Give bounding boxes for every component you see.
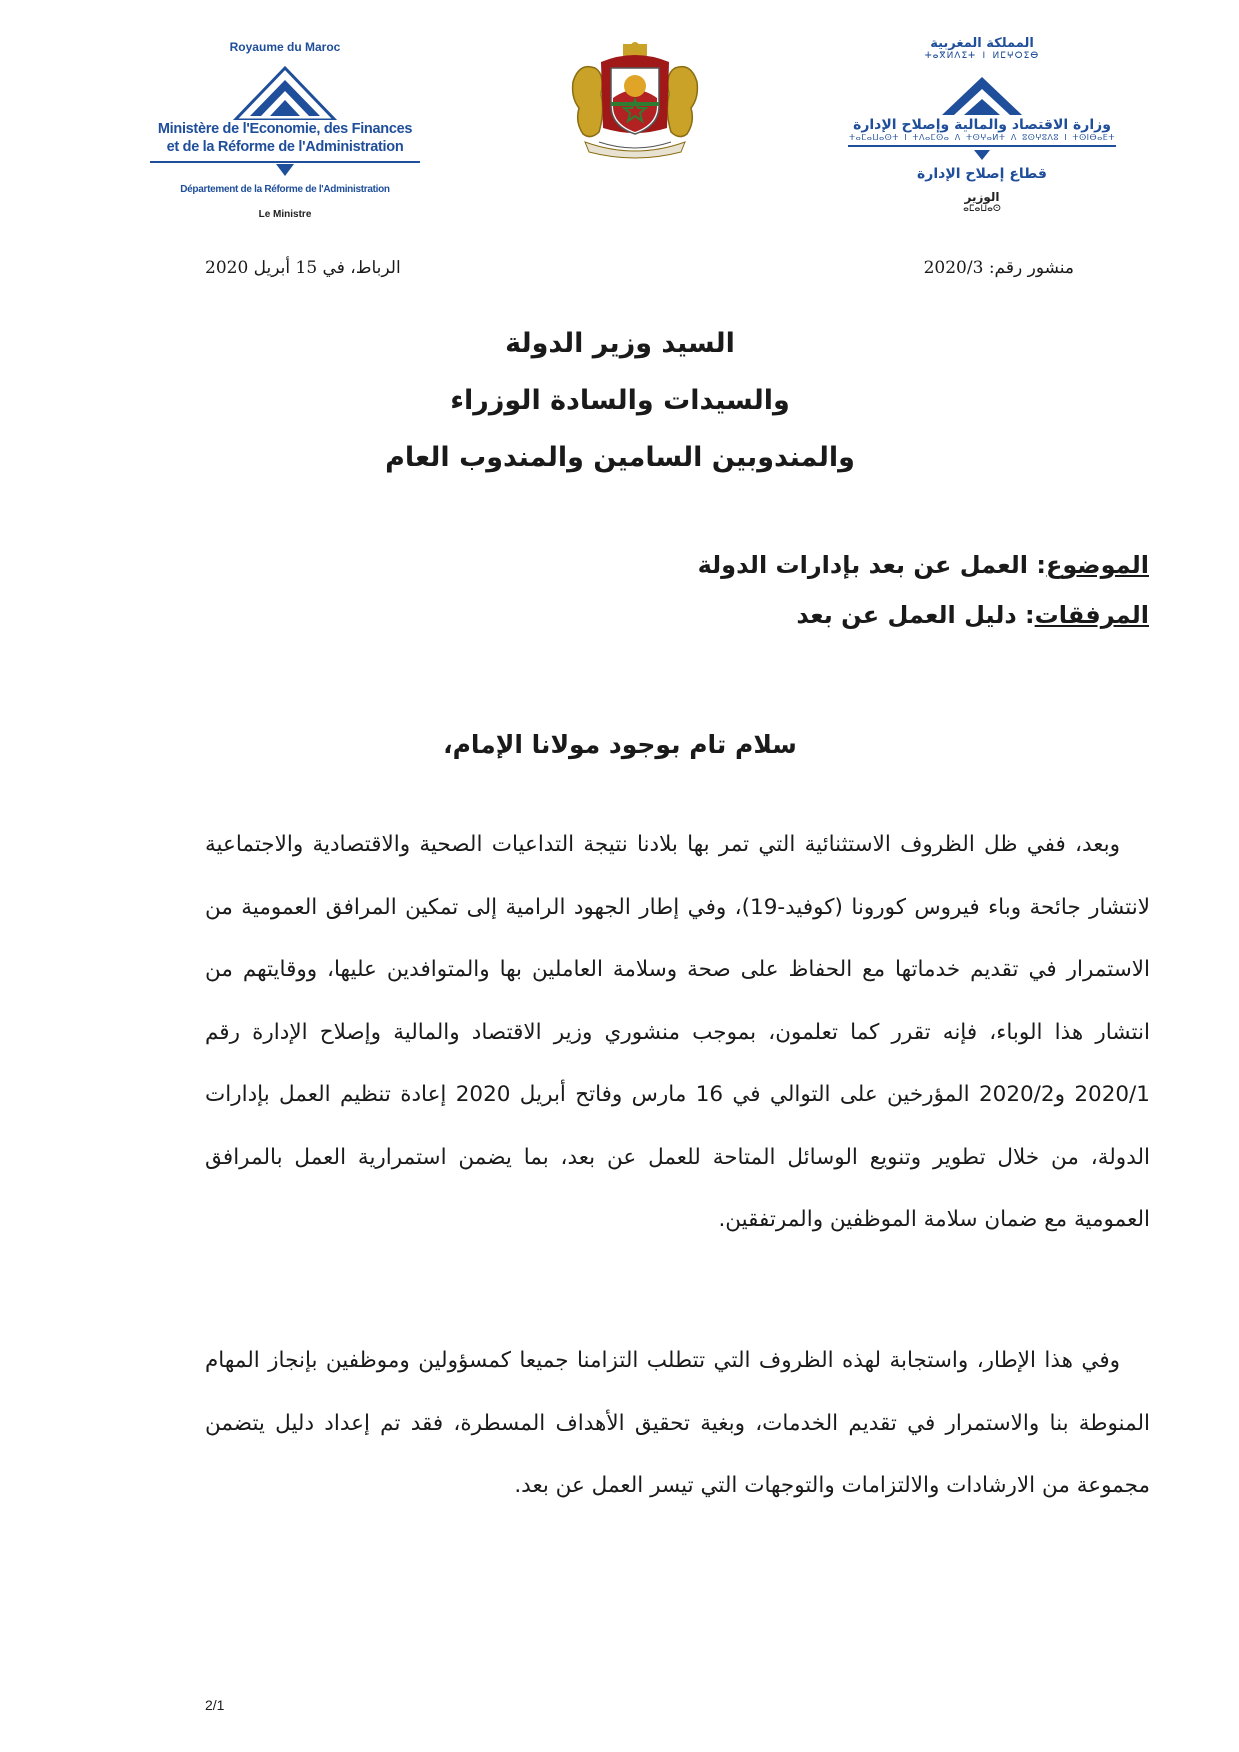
attachments-label: المرفقات (1034, 601, 1149, 629)
header-divider (848, 145, 1116, 147)
triangle-logo-icon (848, 61, 1116, 117)
country-name-tifinagh: ⵜⴰⴳⵍⴷⵉⵜ ⵏ ⵍⵎⵖⵔⵉⴱ (924, 51, 1040, 61)
coat-of-arms-icon (565, 42, 705, 160)
department-name-fr: Département de la Réforme de l'Administration (180, 184, 390, 195)
body-paragraph-1 (205, 814, 1150, 1252)
ministry-logo-left (150, 54, 420, 120)
header-divider (150, 161, 420, 163)
addressees-block (140, 315, 1100, 486)
country-name-fr: Royaume du Maroc (229, 40, 341, 54)
addressee-line: والسيدات والسادة الوزراء (450, 385, 790, 416)
header-right-arabic (848, 36, 1116, 214)
subject-line (698, 540, 1149, 590)
triangle-logo-icon (150, 54, 420, 120)
minister-title-fr: Le Ministre (258, 209, 312, 220)
addressee-line: السيد وزير الدولة (505, 328, 735, 359)
paragraph-text: وبعد، ففي ظل الظروف الاستثنائية التي تمر بها بلادنا نتيجة التداعيات الصحية والاقتصادية والاجتماعية لانتشار جائحة وباء فيروس كورونا (كوفيد-19)، وفي إطار الجهود الرامية إلى تمكين المرافق العمومية من الاستمرار في تقديم خدماتها مع الحفاظ على صحة وسلامة العاملين بها والمتوافدين عليها، ووقايتهم من انتشار هذا الوباء، فإنه تقرر كما تعلمون، بموجب منشوري وزير الاقتصاد والمالية وإصلاح الإدارة رقم 2020/1 و2020/2 المؤرخين على التوالي في 16 مارس وفاتح أبريل 2020 إعادة تنظيم العمل بإدارات الدولة، من خلال تطوير وتنويع الوسائل المتاحة للعمل عن بعد، بما يضمن استمرارية العمل بالمرافق العمومية مع ضمان سلامة الموظفين والمرتفقين. (205, 832, 1151, 1232)
ministry-logo-right (848, 61, 1116, 117)
page-number: 2/1 (205, 1697, 225, 1713)
country-name-ar: المملكة المغربية (930, 36, 1034, 51)
subject-block (698, 540, 1149, 640)
minister-title-ar: الوزير (964, 190, 1000, 204)
down-triangle-icon (848, 150, 1116, 162)
down-triangle-icon (150, 164, 420, 178)
subject-text: : العمل عن بعد بإدارات الدولة (697, 551, 1046, 579)
paragraph-text: وفي هذا الإطار، واستجابة لهذه الظروف التي تتطلب التزامنا جميعا كمسؤولين وموظفين بإنجاز المهام المنوطة بنا والاستمرار في تقديم الخدمات، وبغية تحقيق الأهداف المسطرة، فقد تم إعداد دليل يتضمن مجموعة من الارشادات والالتزامات والتوجهات التي تيسر العمل عن بعد. (205, 1348, 1150, 1498)
subject-label: الموضوع (1045, 551, 1149, 579)
circular-number: منشور رقم: 2020/3 (923, 258, 1074, 278)
ministry-name-tifinagh: ⵜⴰⵎⴰⵡⴰⵙⵜ ⵏ ⵜⴷⴰⵎⵙⴰ ⴷ ⵜⵙⵖⴰⵍⵜ ⴷ ⵓⵙⵖⵓⴷⵓ ⵏ ⵜⵙⵏⴱⴰⴹⵜ (849, 133, 1115, 142)
ministry-name-ar: وزارة الاقتصاد والمالية وإصلاح الإدارة (853, 117, 1111, 133)
ministry-name-fr-line1: Ministère de l'Economie, des Finances (157, 121, 413, 137)
ministry-name-fr-line2: et de la Réforme de l'Administration (166, 139, 404, 155)
body-paragraph-2 (205, 1330, 1150, 1518)
attachments-text: : دليل العمل عن بعد (796, 601, 1035, 629)
addressee-line: والمندوبين السامين والمندوب العام (385, 442, 855, 473)
greeting: سلام تام بوجود مولانا الإمام، (443, 730, 797, 759)
attachments-line (698, 590, 1149, 640)
department-name-ar: قطاع إصلاح الإدارة (917, 166, 1047, 182)
minister-title-tifinagh: ⴰⵎⴰⵡⴰⵙ (963, 204, 1001, 214)
date-place: الرباط، في 15 أبريل 2020 (205, 258, 401, 278)
header-left-french (150, 40, 420, 220)
